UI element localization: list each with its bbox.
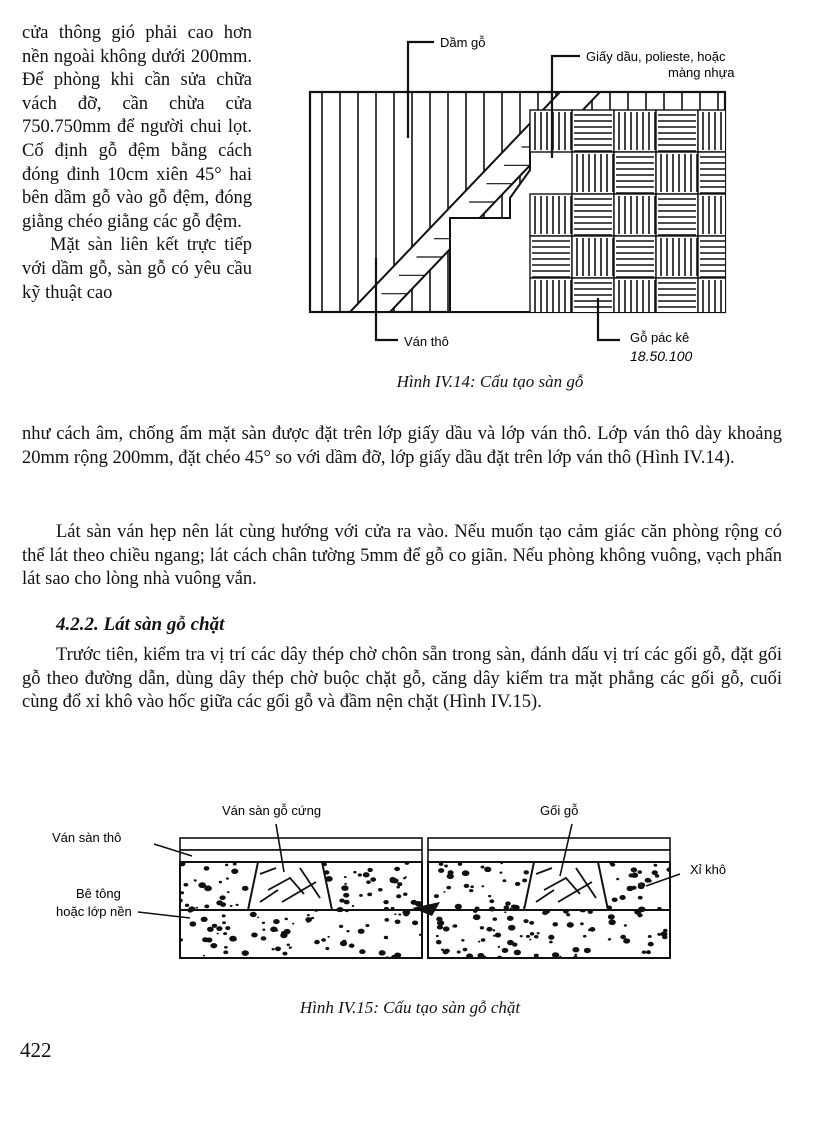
label-concrete-line1: Bê tông [76,886,121,901]
page-number: 422 [20,1038,52,1062]
paragraph-1-continued: như cách âm, chống ẩm mặt sàn được đặt trên lớp giấy dầu và lớp ván thô. Lớp ván thô dày khoảng 20mm rộng 200mm, đặt chéo 45° so với dầm đỡ, lớp giấy dầu đặt trên lớp ván thô (Hình IV.14). [22,424,782,468]
label-paper-line1: Giấy dầu, polieste, hoặc [586,49,726,64]
figure-iv14 [290,28,790,400]
label-paper-line2: màng nhựa [668,65,735,80]
wood-block-left [248,862,332,910]
label-parquet-line1: Gỗ pác kê [630,330,690,345]
paragraph-2: Lát sàn ván hẹp nên lát cùng hướng với cửa ra vào. Nếu muốn tạo cảm giác căn phòng rộng có thể lát theo chiều ngang; lát cách chân tường 5mm để gỗ co giãn. Nếu phòng không vuông, vạch phấn lát sao cho lòng nhà vuông vắn. [22,522,782,590]
side-column-text [22,22,252,305]
floor-section-right [428,838,672,959]
label-rough-floor: Ván sàn thô [52,830,122,845]
paragraph-3: Trước tiên, kiểm tra vị trí các dây thép chờ chôn sẵn trong sàn, đánh dấu vị trí các gối gỗ, đặt gối gỗ theo đường dẫn, dùng dây thép chờ buộc chặt gỗ, căng dây kiểm tra mặt phẳng các gối gỗ, cuối cùng đổ xỉ khô vào hốc giữa các gối gỗ và đầm nện chặt (Hình IV.15). [22,645,782,713]
label-slag: Xỉ khô [690,862,727,877]
side-paragraph-2: Mặt sàn liên kết trực tiếp với dầm gỗ, sàn gỗ có yêu cầu kỹ thuật cao [22,235,252,303]
label-concrete-line2: hoặc lớp nền [56,904,132,919]
figure-iv15-caption: Hình IV.15: Cấu tạo sàn gỗ chặt [299,998,521,1017]
label-parquet-line2: 18.50.100 [630,348,693,364]
label-beam: Dầm gỗ [440,35,486,50]
floor-section-left [177,838,422,960]
section-heading: 4.2.2. Lát sàn gỗ chặt [56,614,225,635]
label-hardwood: Ván sàn gỗ cứng [222,803,322,818]
figure-iv14-caption: Hình IV.14: Cấu tạo sàn gỗ [396,372,584,391]
wood-block-right [524,862,608,910]
figure-iv15 [20,798,800,998]
side-paragraph-1: cửa thông gió phải cao hơn nền ngoài không dưới 200mm. Để phòng khi cần sửa chữa vách đỡ, cần chừa cửa 750.750mm để người chui lọt. Cố định gỗ đệm bằng cách đóng đinh 10cm xiên 45° hai bên dầm gỗ vào gỗ đệm, đóng giằng chéo giằng các gỗ đệm. [22,23,252,232]
label-rough-board: Ván thô [404,334,449,349]
label-wood-block: Gối gỗ [540,803,579,818]
parquet-blocks [530,110,740,320]
